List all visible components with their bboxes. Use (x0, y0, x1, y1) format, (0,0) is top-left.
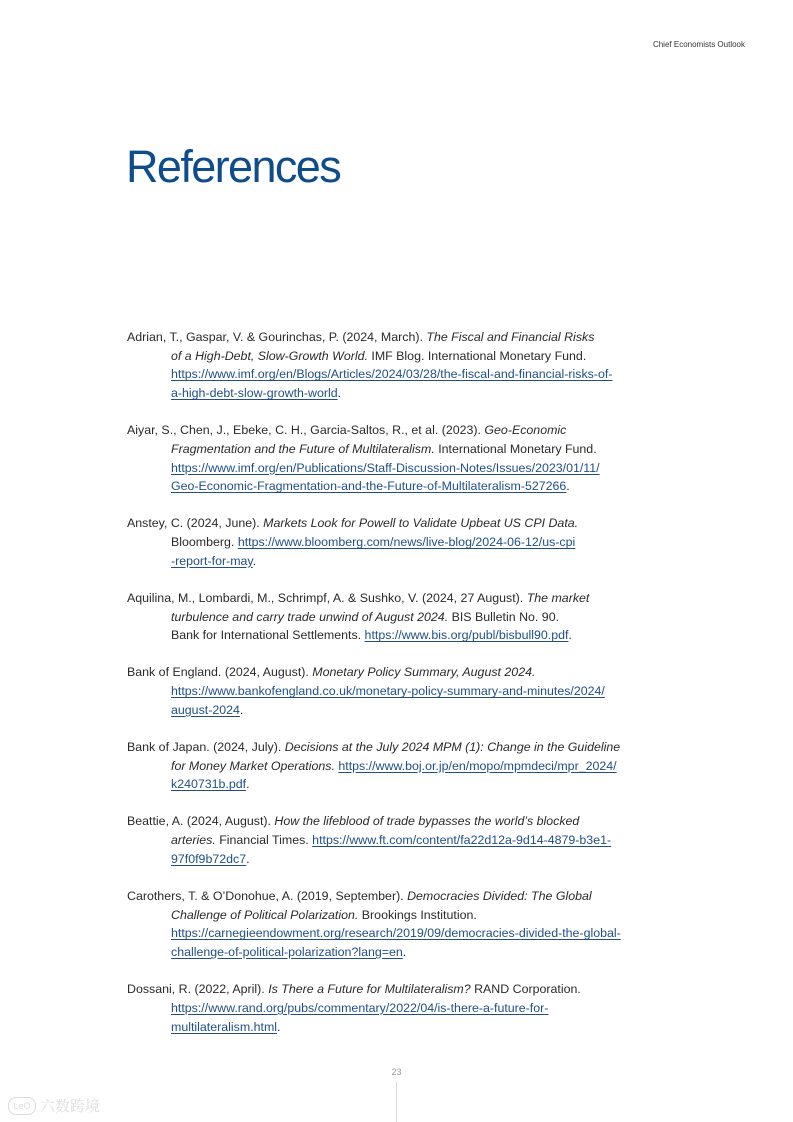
reference-text: Bloomberg. (171, 535, 238, 550)
reference-work-title: Monetary Policy Summary, August 2024. (312, 665, 536, 680)
reference-entry (127, 738, 672, 794)
reference-text: IMF Blog. International Monetary Fund. (367, 348, 587, 363)
reference-link[interactable]: https://www.rand.org/pubs/commentary/2022/04/is-there-a-future-for- (171, 1000, 549, 1015)
reference-link[interactable]: august-2024 (171, 702, 240, 717)
reference-link[interactable]: https://www.boj.or.jp/en/mopo/mpmdeci/mpr_2024/ (338, 758, 617, 773)
reference-text: Brookings Institution. (358, 907, 477, 922)
reference-work-title: turbulence and carry trade unwind of August 2024. (171, 609, 449, 624)
reference-link[interactable]: https://www.imf.org/en/Blogs/Articles/2024/03/28/the-fiscal-and-financial-risks-of- (171, 367, 613, 382)
reference-work-title: The Fiscal and Financial Risks (426, 330, 595, 344)
reference-entry (127, 421, 672, 496)
reference-entry (127, 980, 672, 1036)
reference-text: Adrian, T., Gaspar, V. & Gourinchas, P. (2024, March). (127, 330, 427, 344)
reference-work-title: Is There a Future for Multilateralism? (268, 982, 471, 997)
reference-work-title: Decisions at the July 2024 MPM (1): Change in the Guideline (284, 739, 621, 754)
reference-text: Bank of Japan. (2024, July). (127, 739, 285, 754)
reference-work-title: Democracies Divided: The Global (407, 888, 592, 903)
reference-link[interactable]: a-high-debt-slow-growth-world (171, 386, 338, 401)
reference-entry (127, 812, 672, 868)
reference-work-title: of a High-Debt, Slow-Growth World. (171, 348, 368, 363)
reference-text: . (566, 479, 570, 494)
reference-text: . (568, 628, 572, 643)
reference-link[interactable]: Geo-Economic-Fragmentation-and-the-Future-of-Multilateralism-527266 (171, 479, 567, 494)
reference-link[interactable]: 97f0f9b72dc7 (171, 851, 247, 866)
reference-entry (127, 328, 672, 403)
reference-link[interactable]: https://www.bankofengland.co.uk/monetary-policy-summary-and-minutes/2024/ (171, 684, 605, 699)
reference-work-title: The market (526, 590, 590, 605)
reference-text: International Monetary Fund. (434, 441, 597, 456)
reference-work-title: Markets Look for Powell to Validate Upbeat US CPI Data. (263, 516, 579, 531)
reference-work-title: for Money Market Operations. (171, 758, 335, 773)
running-header: Chief Economists Outlook (652, 40, 745, 49)
reference-text: Aquilina, M., Lombardi, M., Schrimpf, A. & Sushko, V. (2024, 27 August). (127, 590, 527, 605)
reference-text: Carothers, T. & O’Donohue, A. (2019, September). (127, 888, 408, 903)
reference-link[interactable]: https://www.imf.org/en/Publications/Staff-Discussion-Notes/Issues/2023/01/11/ (171, 460, 600, 475)
reference-entry (127, 589, 672, 645)
reference-text: Financial Times. (215, 833, 313, 848)
reference-work-title: How the lifeblood of trade bypasses the world’s blocked (274, 814, 580, 829)
reference-text: . (337, 386, 342, 401)
reference-entry (127, 514, 672, 570)
reference-text: . (246, 851, 250, 866)
reference-text: Bank of England. (2024, August). (127, 665, 313, 680)
reference-text: RAND Corporation. (470, 982, 581, 997)
reference-text: . (246, 777, 250, 792)
reference-text: . (252, 553, 257, 568)
reference-text: BIS Bulletin No. 90. (448, 609, 560, 624)
watermark-text: 六数跨境 (40, 1098, 101, 1115)
reference-link[interactable]: https://www.bis.org/publ/bisbull90.pdf (364, 628, 569, 643)
reference-work-title: Geo-Economic (484, 423, 567, 438)
reference-work-title: Fragmentation and the Future of Multilateralism. (171, 441, 435, 456)
reference-work-title: Challenge of Political Polarization. (171, 907, 359, 922)
reference-entry (127, 663, 672, 719)
reference-text: Aiyar, S., Chen, J., Ebeke, C. H., Garcia-Saltos, R., et al. (2023). (127, 423, 485, 438)
reference-entry (127, 887, 672, 962)
page-title: References (126, 141, 341, 192)
footer-divider (396, 1082, 397, 1122)
reference-text: . (402, 945, 407, 960)
reference-text: Dossani, R. (2022, April). (127, 982, 269, 997)
reference-link[interactable]: https://www.ft.com/content/fa22d12a-9d14-4879-b3e1- (312, 833, 612, 848)
watermark (8, 1095, 100, 1116)
reference-link[interactable]: https://carnegieendowment.org/research/2019/09/democracies-divided-the-global- (171, 926, 621, 941)
reference-text: Bank for International Settlements. (171, 628, 365, 643)
reference-list (127, 328, 672, 1055)
reference-text: . (239, 702, 244, 717)
reference-link[interactable]: multilateralism.html (171, 1019, 278, 1034)
page-number: 23 (391, 1067, 402, 1077)
reference-work-title: arteries. (171, 833, 216, 848)
reference-text: Beattie, A. (2024, August). (127, 814, 275, 829)
reference-link[interactable]: k240731b.pdf (171, 777, 247, 792)
reference-text: . (277, 1019, 281, 1034)
reference-link[interactable]: https://www.bloomberg.com/news/live-blog/2024-06-12/us-cpi (237, 535, 576, 550)
reference-link[interactable]: -report-for-may (171, 553, 253, 568)
reference-text: Anstey, C. (2024, June). (127, 516, 264, 531)
watermark-logo-icon: LeO (8, 1097, 36, 1115)
reference-link[interactable]: challenge-of-political-polarization?lang=en (171, 945, 403, 960)
